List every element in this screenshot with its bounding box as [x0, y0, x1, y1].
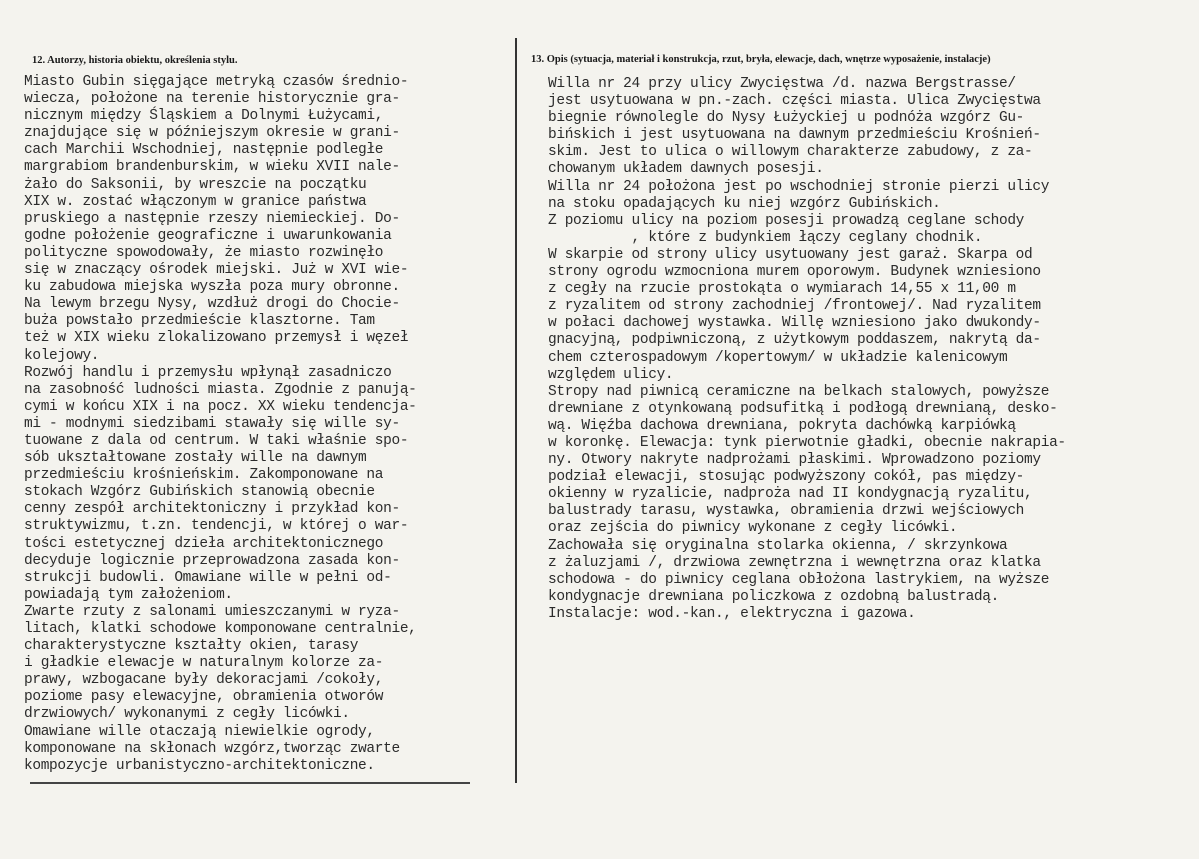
- left-text-line: tuowane z dala od centrum. W taki właśnie spo-: [24, 432, 409, 449]
- left-text-line: kompozycje urbanistyczno-architektoniczne.: [24, 757, 375, 774]
- right-text-line: skim. Jest to ulica o willowym charakterze zabudowy, z za-: [548, 144, 1033, 161]
- left-text-line: godne położenie geograficzne i uwarunkowania: [24, 227, 392, 244]
- left-text-line: Miasto Gubin sięgające metryką czasów średnio-: [24, 74, 409, 90]
- right-text-line: w koronkę. Elewacja: tynk pierwotnie gładki, obecnie nakrapia-: [548, 434, 1066, 451]
- left-text-line: Zwarte rzuty z salonami umieszczanymi w ryza-: [24, 603, 400, 620]
- bottom-rule: [30, 782, 470, 784]
- left-text-line: cymi w końcu XIX i na pocz. XX wieku tendencja-: [24, 398, 417, 415]
- left-text-line: przedmieściu krośnieńskim. Zakomponowane na: [24, 467, 384, 484]
- left-text-line: kolejowy.: [24, 347, 100, 364]
- left-text-line: strukcji budowli. Omawiane wille w pełni od-: [24, 569, 392, 586]
- left-text-line: stokach Wzgórz Gubińskich stanowią obecnie: [24, 484, 375, 501]
- left-text-line: cach Marchii Wschodniej, następnie podległe: [24, 142, 384, 159]
- left-text-line: drzwiowych/ wykonanymi z cegły licówki.: [24, 706, 350, 723]
- left-text-line: poziome pasy elewacyjne, obramienia otworów: [24, 689, 384, 706]
- right-text-line: z ryzalitem od strony zachodniej /frontowej/. Nad ryzalitem: [548, 298, 1041, 315]
- right-text-line: kondygnacje drewniana policzkowa z ozdobną balustradą.: [548, 588, 999, 605]
- left-text-line: polityczne spowodowały, że miasto rozwinęło: [24, 244, 384, 261]
- section-12-heading: 12. Autorzy, historia obiektu, określenia stylu.: [32, 55, 238, 66]
- left-text-line: XIX w. zostać włączonym w granice państwa: [24, 193, 367, 210]
- right-text-line: chowanym układem dawnych posesji.: [548, 161, 824, 178]
- left-text-line: tości estetycznej dzieła architektonicznego: [24, 535, 384, 552]
- right-text-line: na stoku opadających ku niej wzgórz Gubińskich.: [548, 195, 941, 212]
- right-text-line: schodowa - do piwnicy ceglana obłożona lastrykiem, na wyższe: [548, 571, 1050, 588]
- right-text-line: W skarpie od strony ulicy usytuowany jest garaż. Skarpa od: [548, 246, 1033, 263]
- left-text-line: prawy, wzbogacane były dekoracjami /cokoły,: [24, 672, 384, 689]
- left-text-line: decyduje logicznie przeprowadzona zasada kon-: [24, 552, 400, 569]
- right-text-line: oraz zejścia do piwnicy wykonane z cegły licówki.: [548, 520, 958, 537]
- left-text-line: charakterystyczne kształty okien, tarasy: [24, 638, 359, 655]
- column-divider: [515, 38, 517, 783]
- right-text-line: Z poziomu ulicy na poziom posesji prowadzą ceglane schody: [548, 212, 1025, 229]
- description-text-column: [548, 76, 1066, 623]
- right-text-line: okienny w ryzalicie, nadproża nad II kondygnacją ryzalitu,: [548, 486, 1033, 503]
- left-text-line: Na lewym brzegu Nysy, wzdłuż drogi do Chocie-: [24, 296, 400, 313]
- right-text-line: Zachowała się oryginalna stolarka okienna, / skrzynkowa: [548, 537, 1008, 554]
- left-text-line: powiadają tym założeniom.: [24, 586, 233, 603]
- left-text-line: żało do Saksonii, by wreszcie na początku: [24, 176, 367, 193]
- right-text-line: strony ogrodu wzmocniona murem oporowym. Budynek wzniesiono: [548, 264, 1041, 281]
- section-13-heading: 13. Opis (sytuacja, materiał i konstrukcja, rzut, bryła, elewacje, dach, wnętrze wyposażenie, instalacje): [531, 54, 991, 65]
- right-text-line: ny. Otwory nakryte nadprożami płaskimi. Wprowadzono poziomy: [548, 452, 1041, 469]
- right-text-line: podział elewacji, stosując podwyższony cokół, pas między-: [548, 469, 1025, 486]
- history-text-column: [24, 74, 417, 775]
- right-text-line: balustrady tarasu, wystawka, obramienia drzwi wejściowych: [548, 503, 1025, 520]
- left-text-line: nicznym między Śląskiem a Dolnymi Łużycami,: [24, 108, 384, 125]
- left-text-line: buża powstało przedmieście klasztorne. Tam: [24, 313, 375, 330]
- left-text-line: na zasobność ludności miasta. Zgodnie z panują-: [24, 381, 417, 398]
- left-text-line: się w znaczący ośrodek miejski. Już w XVI wie-: [24, 262, 409, 279]
- right-text-line: gnacyjną, podpiwniczoną, z użytkowym poddaszem, nakrytą da-: [548, 332, 1041, 349]
- right-text-line: Stropy nad piwnicą ceramiczne na belkach stalowych, powyższe: [548, 383, 1050, 400]
- left-text-line: i gładkie elewacje w naturalnym kolorze za-: [24, 655, 384, 672]
- right-text-line: z cegły na rzucie prostokąta o wymiarach 14,55 x 11,00 m: [548, 281, 1016, 298]
- right-text-line: z żaluzjami /, drzwiowa zewnętrzna i wewnętrzna oraz klatka: [548, 554, 1041, 571]
- right-text-line: Willa nr 24 przy ulicy Zwycięstwa /d. nazwa Bergstrasse/: [548, 76, 1016, 92]
- left-text-line: też w XIX wieku zlokalizowano przemysł i węzeł: [24, 330, 409, 347]
- left-text-line: litach, klatki schodowe komponowane centralnie,: [24, 621, 417, 637]
- right-text-line: bińskich i jest usytuowana na dawnym przedmieściu Krośnień-: [548, 127, 1041, 144]
- right-text-line: Willa nr 24 położona jest po wschodniej stronie pierzi ulicy: [548, 178, 1050, 195]
- right-text-line: jest usytuowana w pn.-zach. części miasta. Ulica Zwycięstwa: [548, 93, 1041, 110]
- right-text-line: chem czterospadowym /kopertowym/ w układzie kalenicowym: [548, 349, 1008, 366]
- left-text-line: sób ukształtowane zostały wille na dawnym: [24, 450, 367, 467]
- right-text-line: biegnie równolegle do Nysy Łużyckiej u podnóża wzgórz Gu-: [548, 110, 1025, 127]
- left-text-line: ku zabudowa miejska wyszła poza mury obronne.: [24, 279, 400, 296]
- left-text-line: struktywizmu, t.zn. tendencji, w której o war-: [24, 518, 409, 535]
- left-text-line: wiecza, położone na terenie historycznie gra-: [24, 91, 400, 108]
- right-text-line: drewniane z otynkowaną podsufitką i podłogą drewnianą, desko-: [548, 400, 1058, 417]
- left-text-line: komponowane na skłonach wzgórz,tworząc zwarte: [24, 740, 400, 757]
- right-text-line: wą. Więźba dachowa drewniana, pokryta dachówką karpiówką: [548, 417, 1016, 434]
- left-text-line: pruskiego a następnie rzeszy niemieckiej. Do-: [24, 210, 400, 227]
- left-text-line: Rozwój handlu i przemysłu wpłynął zasadniczo: [24, 364, 392, 381]
- right-text-line: w połaci dachowej wystawka. Willę wzniesiono jako dwukondy-: [548, 315, 1041, 332]
- left-text-line: mi - modnymi siedzibami stawały się wille sy-: [24, 415, 400, 432]
- right-text-line: względem ulicy.: [548, 366, 674, 383]
- left-text-line: Omawiane wille otaczają niewielkie ogrody,: [24, 723, 375, 740]
- right-text-line: Instalacje: wod.-kan., elektryczna i gazowa.: [548, 605, 916, 622]
- left-text-line: znajdujące się w późniejszym okresie w grani-: [24, 125, 400, 142]
- left-text-line: cenny zespół architektoniczny i przykład kon-: [24, 501, 400, 518]
- right-text-line: , które z budynkiem łączy ceglany chodnik.: [548, 229, 983, 246]
- left-text-line: margrabiom brandenburskim, w wieku XVII nale-: [24, 159, 400, 176]
